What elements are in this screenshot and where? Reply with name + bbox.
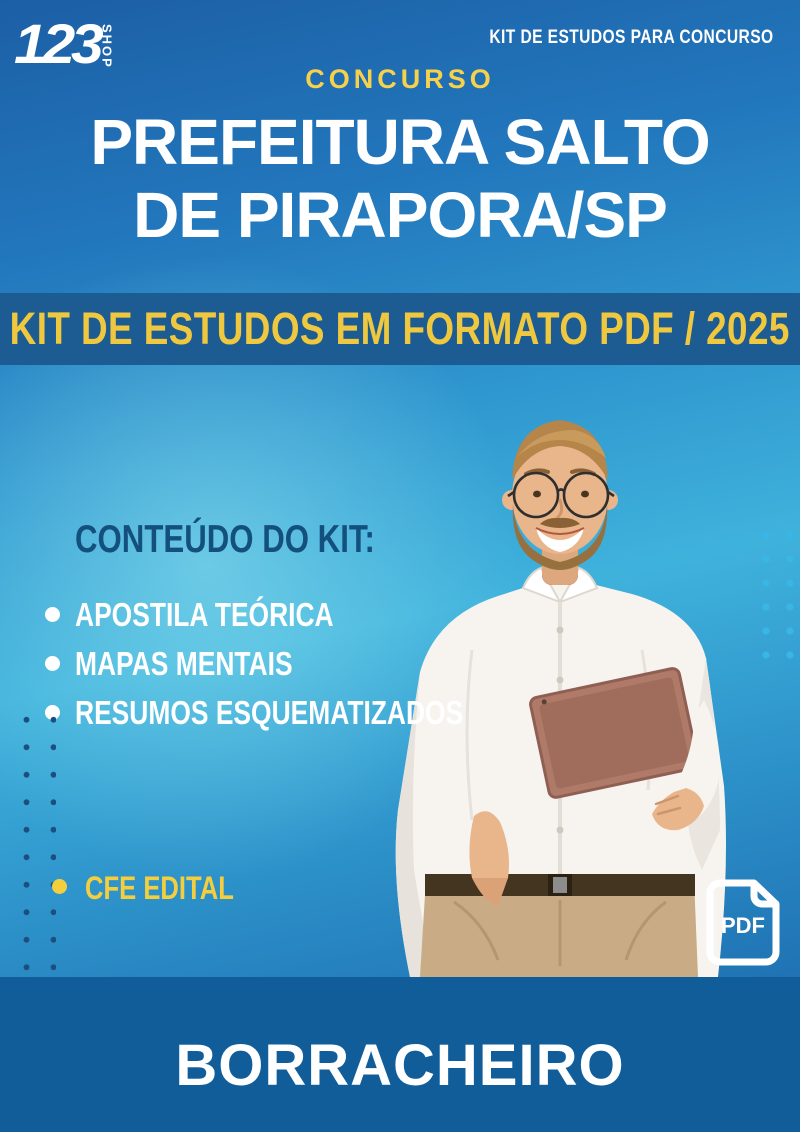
job-role-title: BORRACHEIRO xyxy=(175,1033,625,1098)
dot-pattern-left xyxy=(10,703,56,971)
logo-number: 123 xyxy=(13,12,100,75)
extra-bullet-dot xyxy=(52,879,67,894)
footer-band xyxy=(0,977,800,1132)
bullet-dot xyxy=(45,607,60,622)
person-head xyxy=(502,420,618,585)
page-title xyxy=(0,106,800,252)
pdf-icon xyxy=(704,878,788,973)
kit-item-3: RESUMOS ESQUEMATIZADOS xyxy=(75,694,464,731)
kicker-text: CONCURSO xyxy=(305,64,495,94)
kit-item-1: APOSTILA TEÓRICA xyxy=(75,596,334,633)
top-tagline: KIT DE ESTUDOS PARA CONCURSO xyxy=(489,27,774,48)
bullet-dot xyxy=(45,656,60,671)
kit-item-2: MAPAS MENTAIS xyxy=(75,645,293,682)
title-line-2: DE PIRAPORA/SP xyxy=(133,178,667,251)
format-banner xyxy=(0,293,800,365)
pdf-icon-label: PDF xyxy=(721,913,765,938)
kit-heading: CONTEÚDO DO KIT: xyxy=(75,518,375,561)
kit-extra-item: CFE EDITAL xyxy=(85,870,234,906)
banner-text: KIT DE ESTUDOS EM FORMATO PDF / 2025 xyxy=(9,303,791,354)
title-line-1: PREFEITURA SALTO xyxy=(90,106,710,178)
logo-sub-label: SHOP xyxy=(99,24,115,69)
